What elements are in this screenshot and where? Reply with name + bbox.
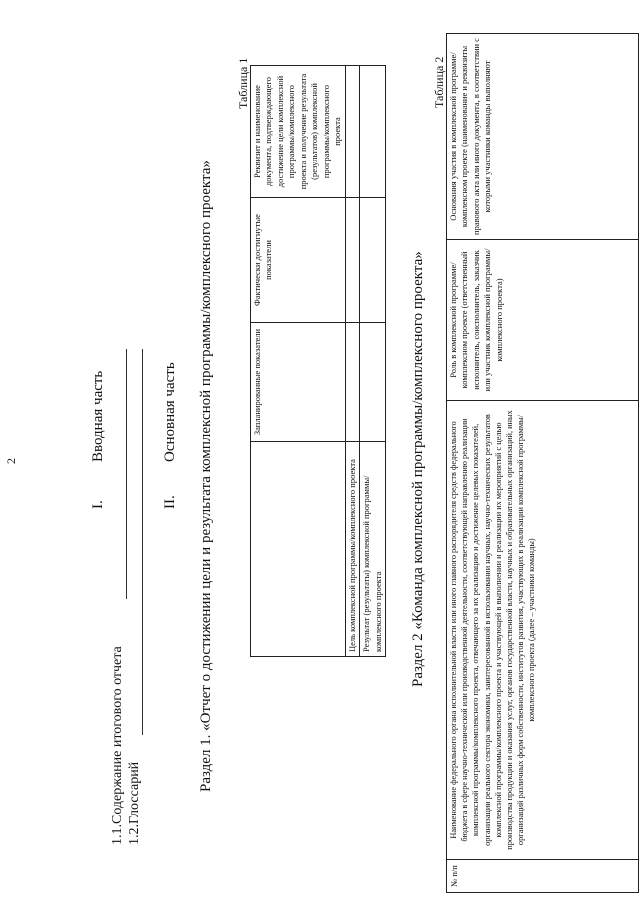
- table1-row-results: Результат (результаты) комплексной программы/комплексного проекта: [360, 442, 386, 657]
- part-main-title: Основная часть: [162, 362, 178, 462]
- table1-header-actual: Фактически достигнутые показатели: [251, 198, 346, 323]
- table-row: [345, 66, 359, 657]
- part-main-numeral: II.: [162, 495, 178, 509]
- table1-label: Таблица 1: [236, 57, 250, 109]
- table2-header-role: Роль в комплексной программе/комплексном проекте (ответственный исполнитель, соисполнитель, заказчик или участник комплексной программы/комплексного проекта): [447, 240, 639, 401]
- page-number: 2: [4, 458, 18, 464]
- toc-contents-underline: [126, 349, 127, 599]
- table2-header-participants: Наименование федерального органа исполнительной власти или иного главного распорядителя средств федерального бюджета в сфере научно-технической или производственной деятельности, соответствующей направлению реализации комплексной программы/комплексного проекта, отвечающего за их реализацию и достижение целевых показателей, организации реального сектора экономики, заинтересованной в использовании научных, научно-технических результатов комплексной программы/комплексного проекта и участвующей в выполнении и реализации их мероприятий с целью производства продукции и оказания услуг, органов государственной власти, научных и образовательных организаций, иных организаций различных форм собственности, институтов развития, участвующих в реализации комплексной программы/комплексного проекта (далее – участники команды): [447, 401, 639, 860]
- table1-header-empty: [251, 442, 346, 657]
- part-intro-title: Вводная часть: [90, 370, 106, 462]
- toc-glossary-underline: [142, 349, 143, 735]
- table2-header-number: № п/п: [447, 860, 639, 893]
- table1: [250, 65, 386, 657]
- table2-header-basis: Основания участия в комплексной программе/комплексном проекте (наименование и реквизиты правового акта или иного документа, в соответствии с которыми участники команды выполняют: [447, 34, 639, 240]
- section2-title: Раздел 2 «Команда комплексной программы/комплексного проекта»: [410, 251, 426, 687]
- table1-header-document: Реквизит и наименование документа, подтверждающего достижение цели комплексной программы/комплексного проекта и получение результата (результатов) комплексной программы/комплексного проекта: [251, 66, 346, 198]
- toc-contents-item: 1.1.Содержание итогового отчета: [110, 646, 125, 845]
- toc-glossary-item: 1.2.Глоссарий: [127, 761, 142, 845]
- section1-title: Раздел 1. «Отчет о достижении цели и результата комплексной программы/комплексного проекта»: [198, 160, 214, 792]
- table1-row-goal: Цель комплексной программы/комплексного проекта: [345, 442, 359, 657]
- table2-label: Таблица 2: [432, 56, 446, 108]
- table-row: [360, 66, 386, 657]
- part-intro-numeral: I.: [90, 500, 106, 509]
- table1-header-planned: Запланированные показатели: [251, 323, 346, 442]
- table2: [446, 33, 639, 893]
